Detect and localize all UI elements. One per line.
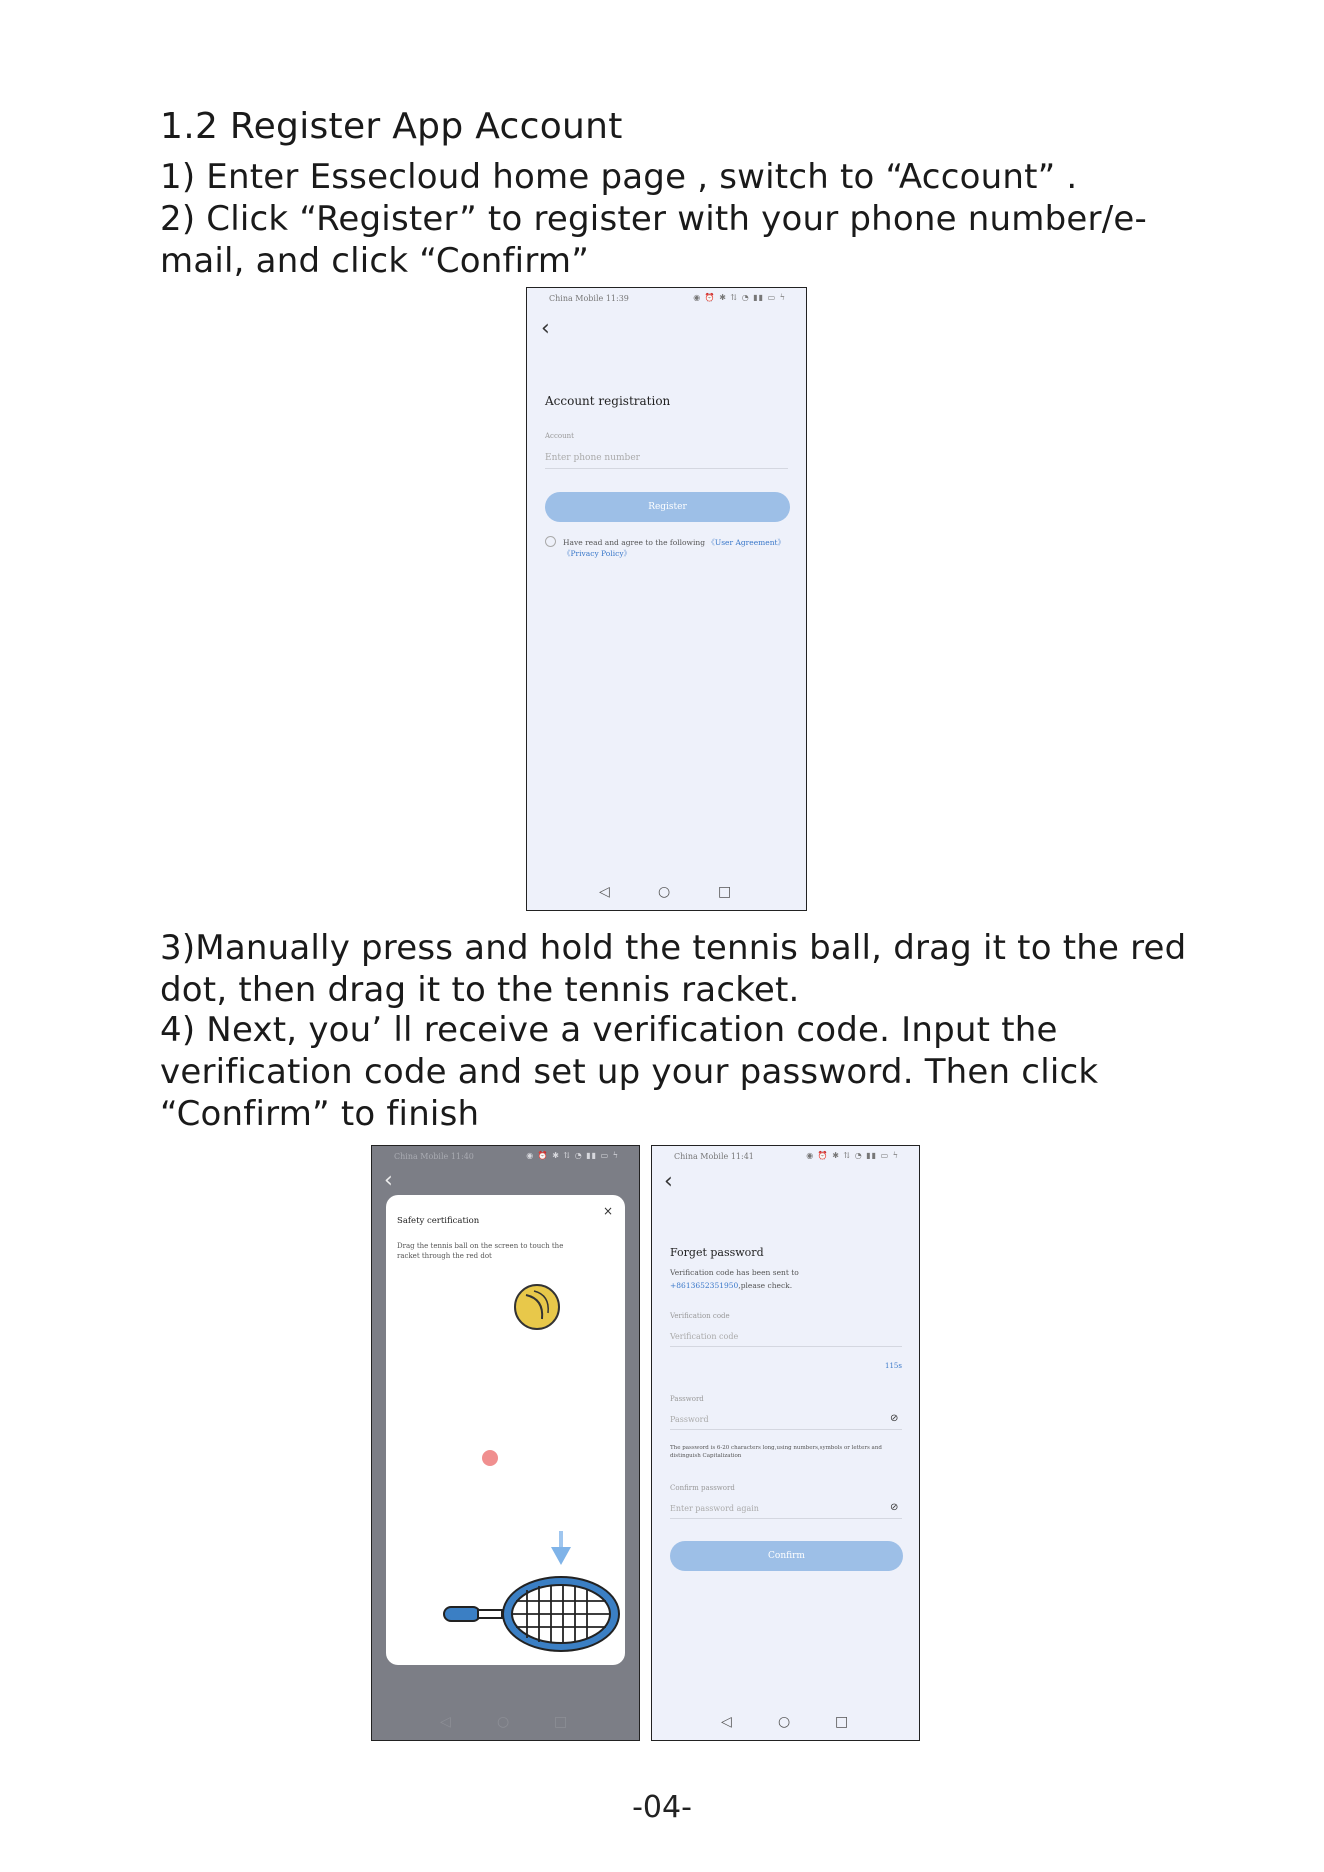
resend-timer: 115s [885,1362,902,1370]
close-icon[interactable]: × [602,1204,613,1218]
hide-confirm-password-eye-icon[interactable]: ⊘ [890,1502,899,1513]
phone-number: +8613652351950 [670,1281,739,1290]
confirm-password-label: Confirm password [670,1484,735,1492]
step-4-text: 4) Next, you’ ll receive a verification code. Input the verification code and set up your password. Then click “Confirm” to finish [160,1010,1099,1134]
step-2-text: 2) Click “Register” to register with your phone number/e-mail, and click “Confirm” [160,199,1147,281]
page-number: -04- [632,1790,692,1825]
step-3-text: 3)Manually press and hold the tennis ball, drag it to the red dot, then drag it to the tennis racket. [160,928,1187,1010]
system-nav-bar [527,884,806,904]
status-bar [652,1146,919,1168]
forget-password-screenshot [651,1145,920,1741]
registration-title: Account registration [545,394,671,408]
confirm-password-input[interactable]: Enter password again [670,1504,902,1519]
dialog-description: Drag the tennis ball on the screen to touch the racket through the red dot [397,1242,564,1260]
confirm-button[interactable]: Confirm [670,1541,903,1571]
registration-screenshot [526,287,807,911]
verification-code-label: Verification code [670,1312,730,1320]
account-label: Account [545,432,574,440]
status-carrier: China Mobile 11:41 [674,1152,754,1161]
tennis-ball-icon[interactable] [515,1285,559,1329]
password-label: Password [670,1395,704,1403]
code-sent-line2: ,please check. [738,1281,793,1290]
system-nav-bar [652,1714,919,1734]
status-carrier: China Mobile 11:40 [394,1152,474,1161]
back-arrow-icon[interactable]: ‹ [384,1168,393,1193]
nav-back-icon[interactable]: ◁ [440,1714,451,1730]
hide-password-eye-icon[interactable]: ⊘ [890,1413,899,1424]
nav-home-icon[interactable]: ○ [497,1714,510,1730]
nav-back-icon[interactable]: ◁ [721,1714,732,1730]
account-input[interactable]: Enter phone number [545,453,788,469]
nav-back-icon[interactable]: ◁ [599,884,610,900]
password-rule-hint: The password is 6-20 characters long,using numbers,symbols or letters and distinguish Capitalization [670,1445,882,1459]
dialog-title: Safety certification [397,1216,480,1226]
back-arrow-icon[interactable]: ‹ [664,1169,673,1194]
privacy-policy-link[interactable]: 《Privacy Policy》 [563,549,632,558]
back-arrow-icon[interactable]: ‹ [541,316,550,341]
code-sent-line1: Verification code has been sent to [670,1268,799,1277]
step-1-text: 1) Enter Essecloud home page , switch to “Account” . [160,157,1078,197]
nav-recent-icon[interactable]: □ [835,1714,849,1730]
status-icons: ◉ ⏰ ✱ ⇅ ◔ ▮▮ ▭ ϟ [526,1151,619,1160]
status-icons: ◉ ⏰ ✱ ⇅ ◔ ▮▮ ▭ ϟ [806,1151,899,1160]
nav-home-icon[interactable]: ○ [778,1714,791,1730]
tennis-racket-icon [444,1577,619,1651]
status-icons: ◉ ⏰ ✱ ⇅ ◔ ▮▮ ▭ ϟ [693,293,786,302]
status-bar [527,288,806,310]
section-heading: 1.2 Register App Account [160,106,623,147]
nav-recent-icon[interactable]: □ [718,884,732,900]
password-input[interactable]: Password [670,1415,902,1430]
nav-home-icon[interactable]: ○ [658,884,671,900]
register-button[interactable]: Register [545,492,790,522]
red-dot-target [482,1450,498,1466]
forget-password-title: Forget password [670,1246,764,1259]
code-sent-message [670,1266,905,1292]
user-agreement-link[interactable]: 《User Agreement》 [707,538,786,547]
agree-label: Have read and agree to the following [563,538,705,547]
safety-certification-screenshot [371,1145,640,1741]
drag-puzzle-canvas [386,1195,625,1665]
agree-radio[interactable] [545,536,556,547]
status-carrier: China Mobile 11:39 [549,294,629,303]
system-nav-bar [372,1714,639,1734]
agreement-text [563,537,793,559]
safety-dialog [386,1195,625,1665]
status-bar [372,1146,639,1168]
nav-recent-icon[interactable]: □ [554,1714,568,1730]
verification-code-input[interactable]: Verification code [670,1332,902,1347]
down-arrow-icon [551,1531,571,1565]
